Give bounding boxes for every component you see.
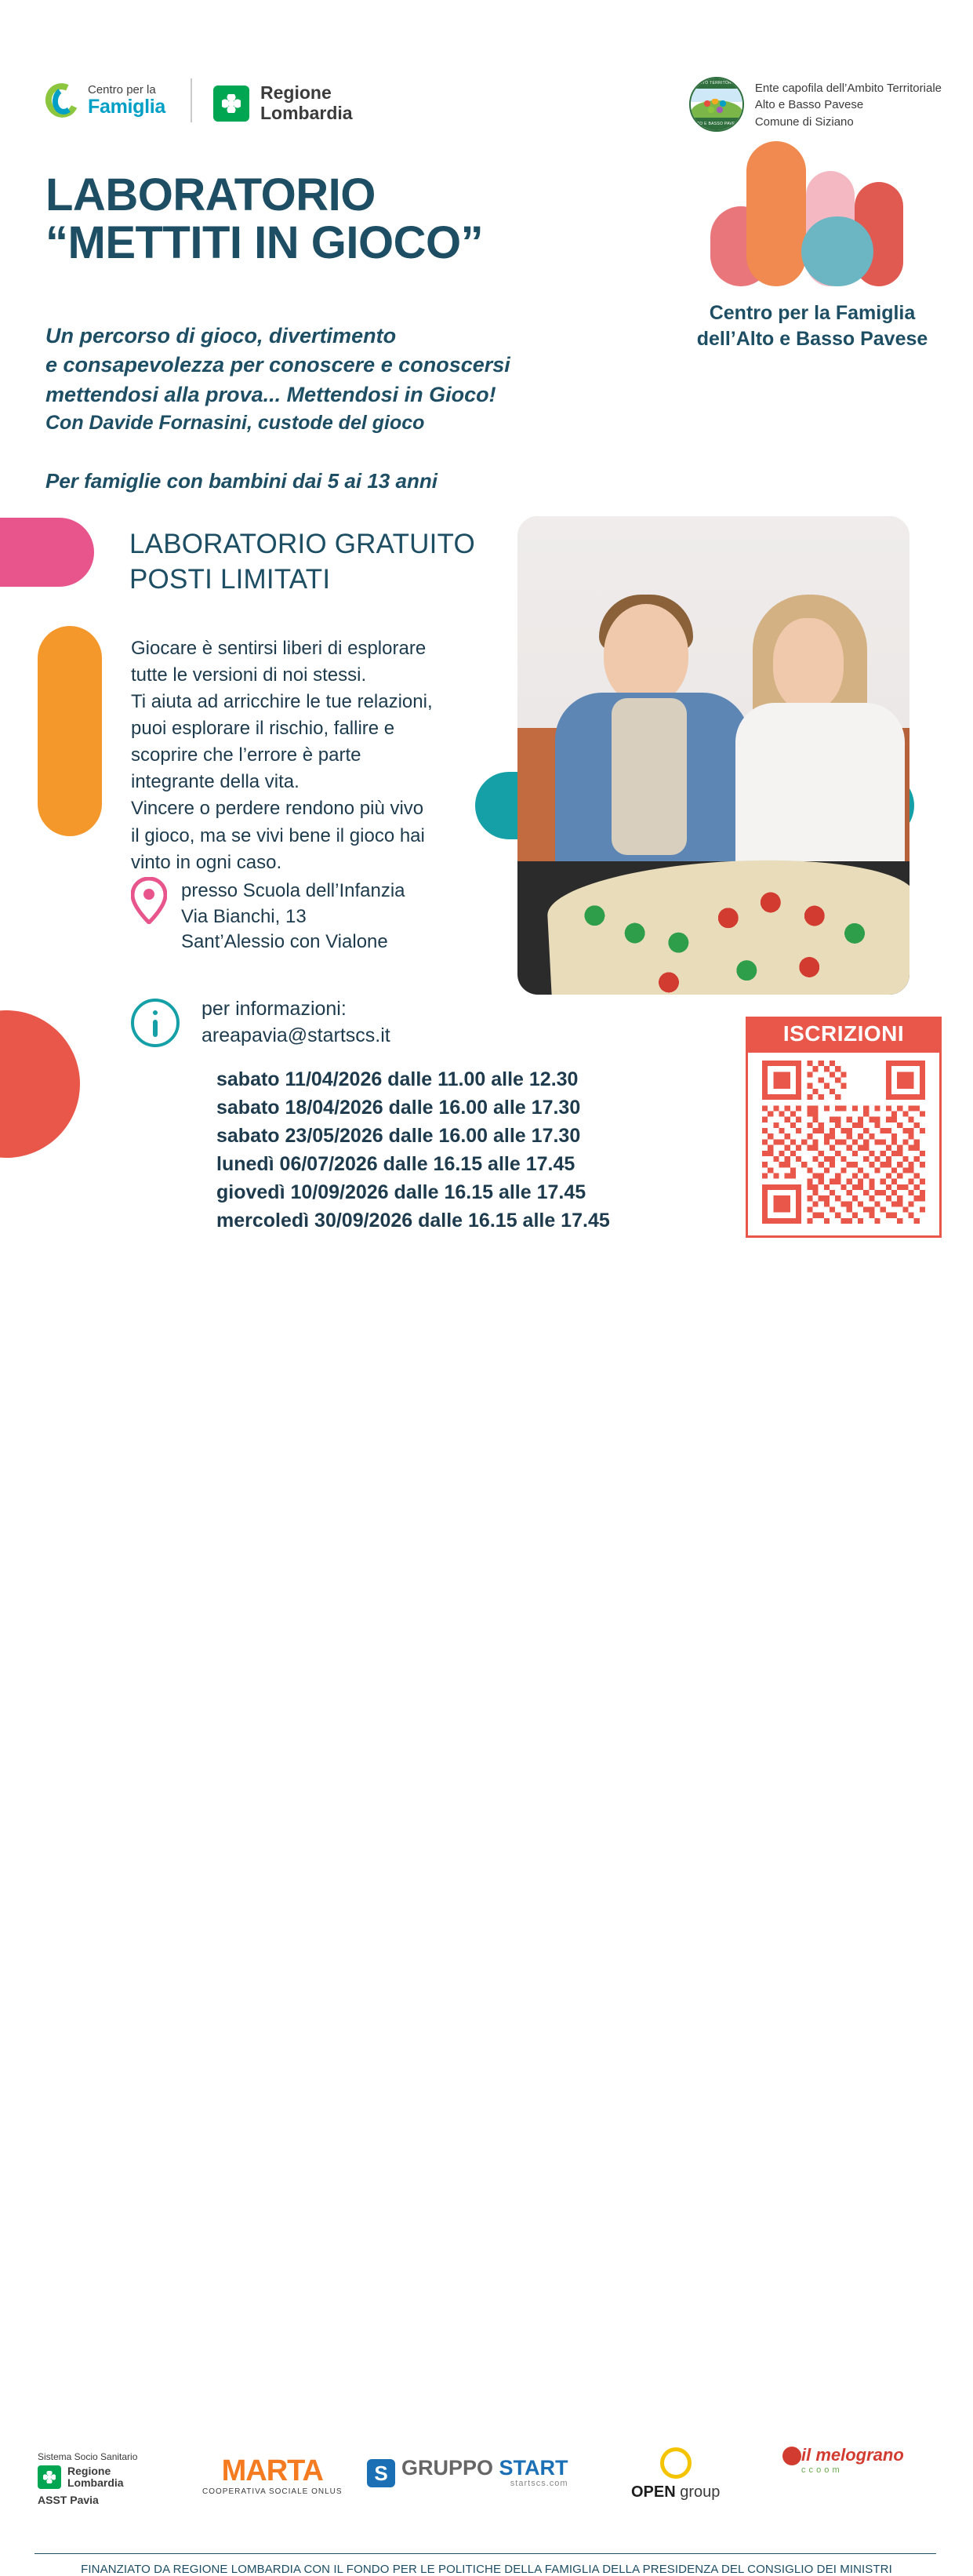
open-group-logo xyxy=(631,2447,720,2501)
header-divider xyxy=(191,78,192,122)
body-line: Giocare è sentirsi liberi di esplorare xyxy=(131,638,427,659)
marta-logo xyxy=(202,2456,343,2496)
registration-qr-block[interactable] xyxy=(746,1017,942,1238)
body-text xyxy=(131,635,499,876)
open-circle-icon xyxy=(660,2447,692,2479)
regione-lombardia-logo xyxy=(213,83,353,124)
cpf-logo-line1: Centro per la xyxy=(88,83,156,96)
subtitle-line3: mettendosi alla prova... Mettendosi in Gioco! xyxy=(45,382,496,406)
venue-line1: presso Scuola dell’Infanzia xyxy=(181,880,405,901)
body-line: tutte le versioni di noi stessi. xyxy=(131,664,367,686)
marta-sub: COOPERATIVA SOCIALE ONLUS xyxy=(202,2487,343,2496)
body-line: Ti aiuta ad arricchire le tue relazioni, xyxy=(131,691,433,713)
venue-address xyxy=(131,877,499,955)
footer-divider xyxy=(34,2553,936,2554)
decor-orange-pill xyxy=(38,626,102,836)
poster-header xyxy=(0,38,973,129)
subtitle xyxy=(45,322,594,436)
body-line: il gioco, ma se vivi bene il gioco hai xyxy=(131,824,425,846)
venue-line2: Via Bianchi, 13 xyxy=(181,905,307,927)
regione-line2: Lombardia xyxy=(260,102,353,123)
marta-name: MARTA xyxy=(221,2454,323,2487)
brand-right-line1: Centro per la Famiglia xyxy=(709,302,916,324)
free-notice-line1: LABORATORIO GRATUITO xyxy=(129,529,475,559)
cpf-brand-mark xyxy=(683,141,942,351)
body-line: puoi esplorare il rischio, fallire e xyxy=(131,718,395,740)
asst-name: ASST Pavia xyxy=(38,2493,99,2506)
ambito-territoriale-block xyxy=(689,77,942,132)
regione-line1: Regione xyxy=(260,82,332,103)
seal-bottom-text: ALTO E BASSO PAVESE xyxy=(692,122,741,126)
title-line2: “METTITI IN GIOCO” xyxy=(45,217,484,269)
melograno-name: il melograno xyxy=(801,2445,904,2465)
funding-statement: FINANZIATO DA REGIONE LOMBARDIA CON IL FONDO PER LE POLITICHE DELLA FAMIGLIA DELLA PRESIDENZA DEL CONSIGLIO DEI MINISTRI xyxy=(81,2563,892,2576)
ambito-seal-icon xyxy=(689,77,744,132)
start-name1: GRUPPO xyxy=(401,2456,499,2480)
venue-line3: Sant’Alessio con Vialone xyxy=(181,931,388,953)
melograno-logo xyxy=(801,2445,904,2475)
iscrizioni-label: ISCRIZIONI xyxy=(746,1017,942,1053)
info-label: per informazioni: xyxy=(201,998,347,1020)
brand-right-line2: dell’Alto e Basso Pavese xyxy=(696,327,928,350)
info-email[interactable]: areapavia@startscs.it xyxy=(201,1024,390,1046)
location-pin-icon xyxy=(131,877,167,924)
list-item: sabato 11/04/2026 dalle 11.00 alle 12.30 xyxy=(216,1068,579,1090)
list-item: sabato 18/04/2026 dalle 16.00 alle 17.30 xyxy=(216,1097,581,1119)
lombardia-rose-icon-small xyxy=(38,2465,61,2489)
cpf-logo-line2: Famiglia xyxy=(88,95,166,118)
info-block xyxy=(131,996,539,1049)
centro-per-la-famiglia-logo xyxy=(45,83,165,118)
free-notice-line2: POSTI LIMITATI xyxy=(129,563,331,595)
free-notice xyxy=(129,527,568,598)
open-word2: group xyxy=(675,2483,721,2501)
asst-pavia-logo xyxy=(38,2451,137,2506)
title-line1: LABORATORIO xyxy=(45,169,376,220)
subtitle-line4: Con Davide Fornasini, custode del gioco xyxy=(45,411,425,434)
info-icon xyxy=(131,999,180,1047)
decor-pink-pill xyxy=(0,518,94,587)
seal-top-text: AMBITO TERRITORIALE xyxy=(692,81,741,86)
asst-regione-line2: Lombardia xyxy=(67,2476,124,2490)
gruppo-start-logo xyxy=(367,2458,568,2488)
body-line: vinto in ogni caso. xyxy=(131,851,282,873)
ambito-line1: Ente capofila dell’Ambito Territoriale xyxy=(754,82,942,95)
start-s-icon: S xyxy=(367,2459,395,2487)
session-dates-list xyxy=(216,1065,718,1235)
children-playing-photo xyxy=(517,516,909,995)
asst-top-label: Sistema Socio Sanitario xyxy=(38,2451,138,2462)
body-line: Vincere o perdere rendono più vivo xyxy=(131,798,424,820)
list-item: giovedì 10/09/2026 dalle 16.15 alle 17.45 xyxy=(216,1181,586,1203)
asst-regione-line1: Regione xyxy=(67,2465,111,2477)
poster-footer xyxy=(0,1220,973,2576)
start-url: startscs.com xyxy=(510,2479,568,2488)
target-audience: Per famiglie con bambini dai 5 ai 13 anni xyxy=(45,469,437,493)
start-name2: START xyxy=(499,2456,568,2480)
body-line: integrante della vita. xyxy=(131,771,300,793)
open-word1: OPEN xyxy=(631,2483,676,2501)
ambito-line3: Comune di Siziano xyxy=(754,115,854,129)
lombardia-rose-icon xyxy=(213,86,249,122)
page-title xyxy=(45,171,641,267)
pomegranate-icon xyxy=(782,2447,801,2465)
subtitle-line2: e consapevolezza per conoscere e conoscersi xyxy=(45,353,510,377)
qr-frame xyxy=(746,1053,942,1238)
cpf-c-icon xyxy=(45,83,78,118)
melograno-coop: c c o o m xyxy=(801,2465,840,2475)
list-item: sabato 23/05/2026 dalle 16.00 alle 17.30 xyxy=(216,1125,581,1147)
subtitle-line1: Un percorso di gioco, divertimento xyxy=(45,324,397,347)
list-item: mercoledì 30/09/2026 dalle 16.15 alle 17.45 xyxy=(216,1210,610,1232)
cpf-family-shapes-icon xyxy=(687,141,938,294)
ambito-line2: Alto e Basso Pavese xyxy=(754,98,864,112)
list-item: lunedì 06/07/2026 dalle 16.15 alle 17.45 xyxy=(216,1153,575,1175)
decor-red-circle xyxy=(0,1010,80,1158)
qr-code-icon[interactable] xyxy=(756,1061,931,1224)
body-line: scoprire che l’errore è parte xyxy=(131,744,361,766)
